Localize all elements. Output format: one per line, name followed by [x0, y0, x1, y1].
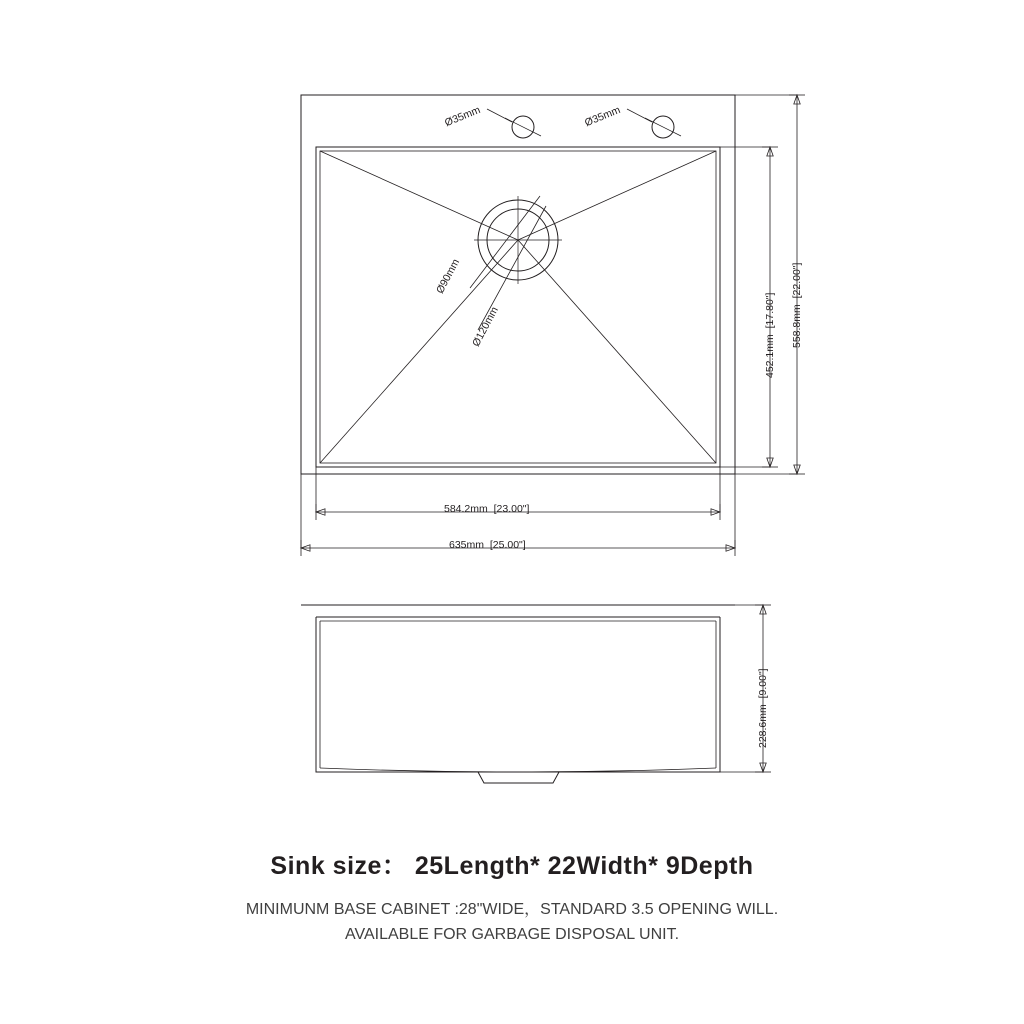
bowl-taper-top-right [518, 151, 716, 240]
bowl-taper-bottom-right [518, 240, 716, 463]
label-depth: 228.6mm [9.00"] [757, 668, 769, 748]
front-view-group [301, 605, 771, 783]
faucet-left-leader [487, 109, 512, 122]
label-inner-width: 452.1mm [17.80"] [764, 292, 776, 378]
drain-leader-90 [470, 196, 540, 288]
top-view-group [301, 95, 805, 556]
faucet-hole-left-centerline [505, 118, 541, 136]
label-faucet-hole-right: Ø35mm [583, 104, 623, 130]
label-overall-length: 635mm [25.00"] [449, 539, 526, 551]
faucet-right-leader [627, 109, 652, 122]
label-faucet-hole-left: Ø35mm [443, 104, 483, 130]
caption-line-2: AVAILABLE FOR GARBAGE DISPOSAL UNIT. [344, 925, 680, 943]
label-overall-width: 558.8mm [22.00"] [791, 262, 803, 348]
bowl-taper-bottom-left [320, 240, 518, 463]
faucet-hole-right-centerline [645, 118, 681, 136]
label-drain-inner-diameter: Ø90mm [434, 257, 463, 296]
sink-size-title: Sink size： 25Length* 22Width* 9Depth [270, 852, 754, 880]
front-body-outline [316, 617, 720, 772]
caption-line-1: MINIMUNM BASE CABINET :28"WIDE，STANDARD 3.5 OPENING WILL. [245, 901, 779, 918]
label-inner-length: 584.2mm [23.00"] [444, 503, 530, 515]
bowl-taper-top-left [320, 151, 518, 240]
front-drain-boss [478, 772, 559, 783]
caption-block [0, 846, 1024, 948]
front-bottom-curve [320, 768, 716, 772]
bowl-rim-outline [316, 147, 720, 467]
sink-deck-outline [301, 95, 735, 474]
label-drain-outer-diameter: Ø120mm [470, 304, 501, 349]
